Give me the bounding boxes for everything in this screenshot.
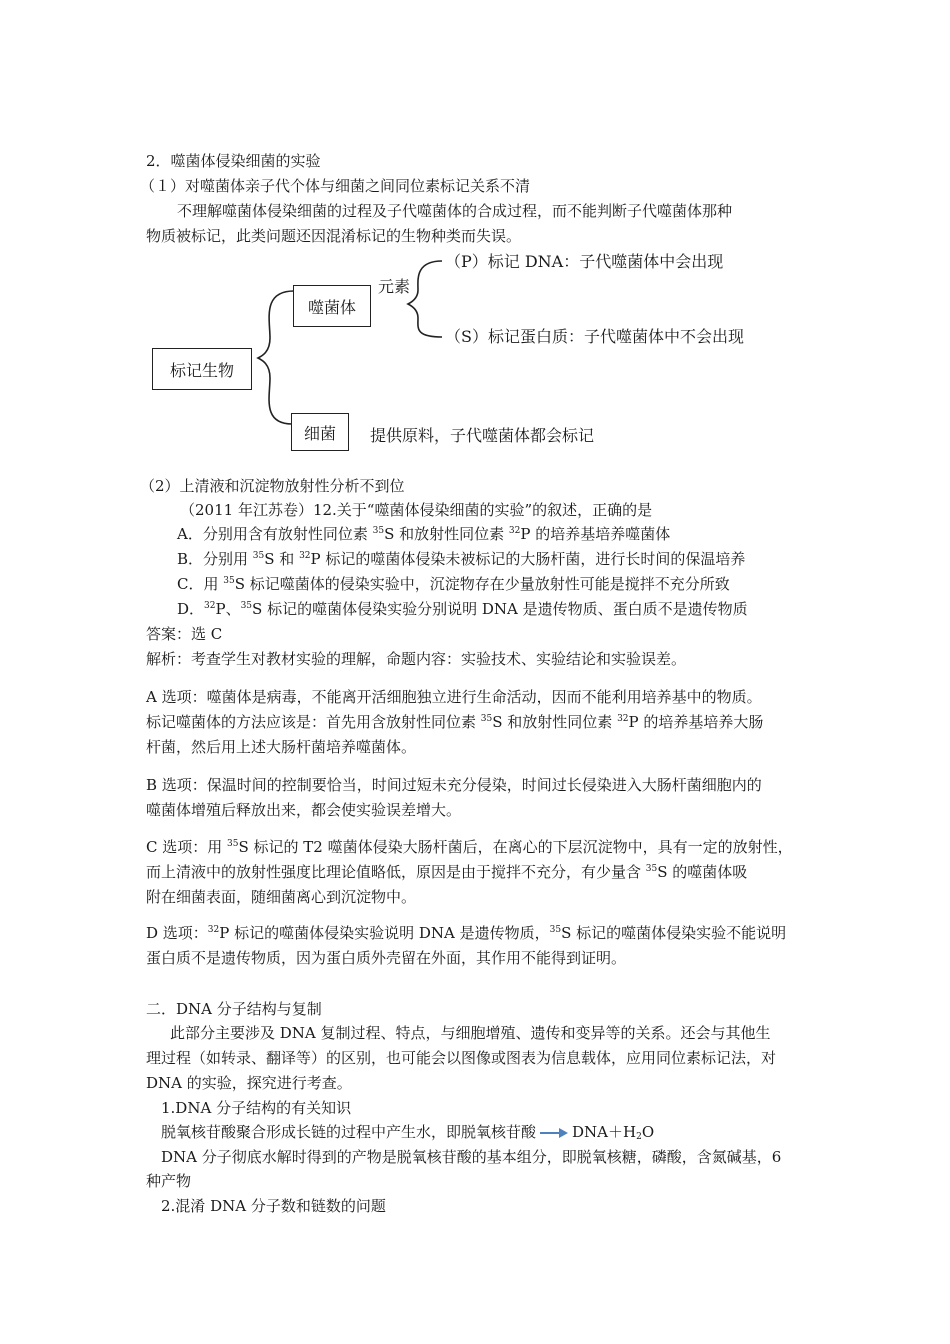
brace-lines [0,0,950,460]
explain-c-line: 而上清液中的放射性强度比理论值略低，原因是由于搅拌不充分，有少量含 $^{35}$S 的噬菌体吸 [146,863,748,881]
right-arrow-icon [539,1127,569,1139]
explain-d-line: 蛋白质不是遗传物质，因为蛋白质外壳留在外面，其作用不能得到证明。 [146,949,627,967]
subheading: 2.混淆 DNA 分子数和链数的问题 [161,1197,386,1215]
option-b: B．分别用 $^{35}$S 和 $^{32}$P 标记的噬菌体侵染未被标记的大肠杆菌，进行长时间的保温培养 [177,550,746,568]
section-title: 二．DNA 分子结构与复制 [146,1000,322,1018]
explain-a-line: 杆菌，然后用上述大肠杆菌培养噬菌体。 [146,738,417,756]
question-stem: （2011 年江苏卷）12.关于“噬菌体侵染细菌的实验”的叙述，正确的是 [180,501,653,519]
bacteria-node-label: 细菌 [303,423,336,443]
explain-c-line: 附在细菌表面，随细菌离心到沉淀物中。 [146,888,417,906]
element-label: 元素 [378,277,411,296]
phage-node-label: 噬菌体 [307,297,356,317]
p-label-text: （P）标记 DNA：子代噬菌体中会出现 [445,252,724,271]
phage-node-box [293,285,371,327]
dehydration-line: 脱氧核苷酸聚合形成长链的过程中产生水，即脱氧核苷酸 $DNA+H_2O$ [161,1123,655,1142]
root-node-box [152,348,252,390]
subheading: 1.DNA 分子结构的有关知识 [161,1099,352,1117]
s-label-text: （S）标记蛋白质：子代噬菌体中不会出现 [445,327,744,346]
explain-b-line: 噬菌体增殖后释放出来，都会使实验误差增大。 [146,801,462,819]
answer-line: 答案：选 C [146,625,223,643]
paragraph-line: DNA 的实验，探究进行考查。 [146,1074,352,1092]
option-a: A．分别用含有放射性同位素 $^{35}$S 和放射性同位素 $^{32}$P 的培养基培养噬菌体 [177,525,671,543]
section-title: 2．噬菌体侵染细菌的实验 [146,152,321,170]
subsection-title: （2）上清液和沉淀物放射性分析不到位 [140,477,405,495]
bacteria-label-text: 提供原料，子代噬菌体都会标记 [370,426,595,445]
paragraph-line: DNA 分子彻底水解时得到的产物是脱氧核苷酸的基本组分，即脱氧核糖，磷酸，含氮碱基，6 [161,1148,782,1166]
analysis-line: 解析：考查学生对教材实验的理解，命题内容：实验技术、实验结论和实验误差。 [146,650,687,668]
paragraph-line: 此部分主要涉及 DNA 复制过程、特点，与细胞增殖、遗传和变异等的关系。还会与其他生 [170,1024,771,1042]
paragraph-line: 理过程（如转录、翻译等）的区别，也可能会以图像或图表为信息载体，应用同位素标记法，对 [146,1049,777,1067]
paragraph-line: 种产物 [146,1172,192,1190]
option-c: C．用 $^{35}$S 标记噬菌体的侵染实验中，沉淀物存在少量放射性可能是搅拌不充分所致 [177,575,730,593]
option-d: D．$^{32}$P、$^{35}$S 标记的噬菌体侵染实验分别说明 DNA 是遗传物质、蛋白质不是遗传物质 [177,600,748,618]
root-node-label: 标记生物 [169,360,234,380]
paragraph-line: 不理解噬菌体侵染细菌的过程及子代噬菌体的合成过程，而不能判断子代噬菌体那种 [177,202,733,220]
paragraph-line: 物质被标记，此类问题还因混淆标记的生物种类而失误。 [146,227,522,245]
explain-a-line: A 选项：噬菌体是病毒，不能离开活细胞独立进行生命活动，因而不能利用培养基中的物质。 [146,688,762,706]
explain-a-line: 标记噬菌体的方法应该是：首先用含放射性同位素 $^{35}$S 和放射性同位素 $^{32}$P 的培养基培养大肠 [146,713,764,731]
explain-c-line: C 选项：用 $^{35}$S 标记的 T2 噬菌体侵染大肠杆菌后，在离心的下层沉淀物中，具有一定的放射性， [146,838,793,856]
bacteria-node-box [291,413,349,451]
explain-d-line: D 选项：$^{32}$P 标记的噬菌体侵染实验说明 DNA 是遗传物质，$^{35}$S 标记的噬菌体侵染实验不能说明 [146,924,787,942]
explain-b-line: B 选项：保温时间的控制要恰当，时间过短未充分侵染，时间过长侵染进入大肠杆菌细胞内的 [146,776,762,794]
subsection-title: （１）对噬菌体亲子代个体与细菌之间同位素标记关系不清 [140,177,531,195]
